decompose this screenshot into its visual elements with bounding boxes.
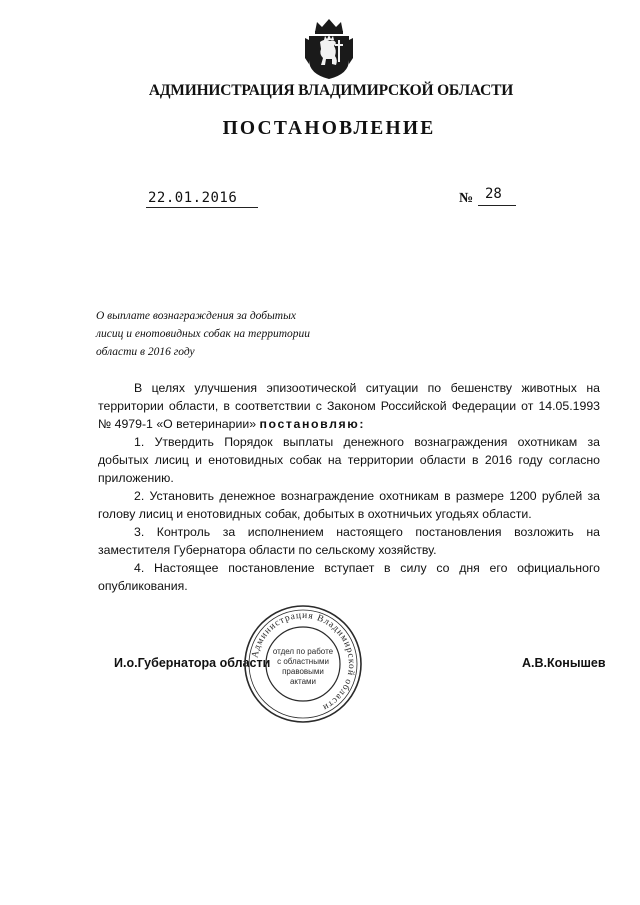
stamp-center-line: правовыми (282, 667, 324, 676)
resolve-word: постановляю: (259, 417, 366, 431)
subject-line: области в 2016 году (96, 346, 195, 358)
document-number: 28 (485, 186, 502, 202)
date-underline (146, 207, 258, 208)
stamp-ring-text: Администрация Владимирской области (250, 610, 357, 713)
document-date: 22.01.2016 (148, 190, 238, 206)
document-body (98, 379, 600, 595)
number-underline (478, 205, 516, 206)
number-sign: № (459, 191, 474, 206)
body-item-4: 4. Настоящее постановление вступает в силу со дня его официального опубликования. (98, 561, 600, 593)
body-intro: В целях улучшения эпизоотической ситуации по бешенству животных на территории области, в соответствии с Законом Российской Федерации от 14.05.1993 № 4979-1 «О ветеринарии» (98, 381, 600, 431)
subject-line: О выплате вознаграждения за добытых (96, 310, 296, 322)
subject-line: лисиц и енотовидных собак на территории (96, 328, 311, 340)
stamp-center-line: отдел по работе (272, 647, 334, 656)
body-item-2: 2. Установить денежное вознаграждение охотникам в размере 1200 рублей за голову лисиц и енотовидных собак, добытых в охотничьих угодьях области. (98, 489, 600, 521)
body-intro-paragraph (98, 379, 600, 433)
signatory-name: А.В.Конышев (522, 656, 606, 670)
stamp-center-line: с областными (277, 657, 329, 666)
body-item-1: 1. Утвердить Порядок выплаты денежного вознаграждения охотникам за добытых лисиц и енотовидных собак на территории области в 2016 году согласно приложению. (98, 435, 600, 485)
official-stamp (242, 603, 364, 725)
signatory-position: И.о.Губернатора области (114, 656, 271, 670)
document-type: ПОСТАНОВЛЕНИЕ (222, 118, 436, 139)
document-subject (96, 307, 356, 361)
stamp-center-line: актами (289, 677, 317, 686)
body-item-3: 3. Контроль за исполнением настоящего постановления возложить на заместителя Губернатора области по сельскому хозяйству. (98, 525, 600, 557)
organization-title: АДМИНИСТРАЦИЯ ВЛАДИМИРСКОЙ ОБЛАСТИ (148, 82, 514, 99)
coat-of-arms-icon (303, 18, 355, 80)
